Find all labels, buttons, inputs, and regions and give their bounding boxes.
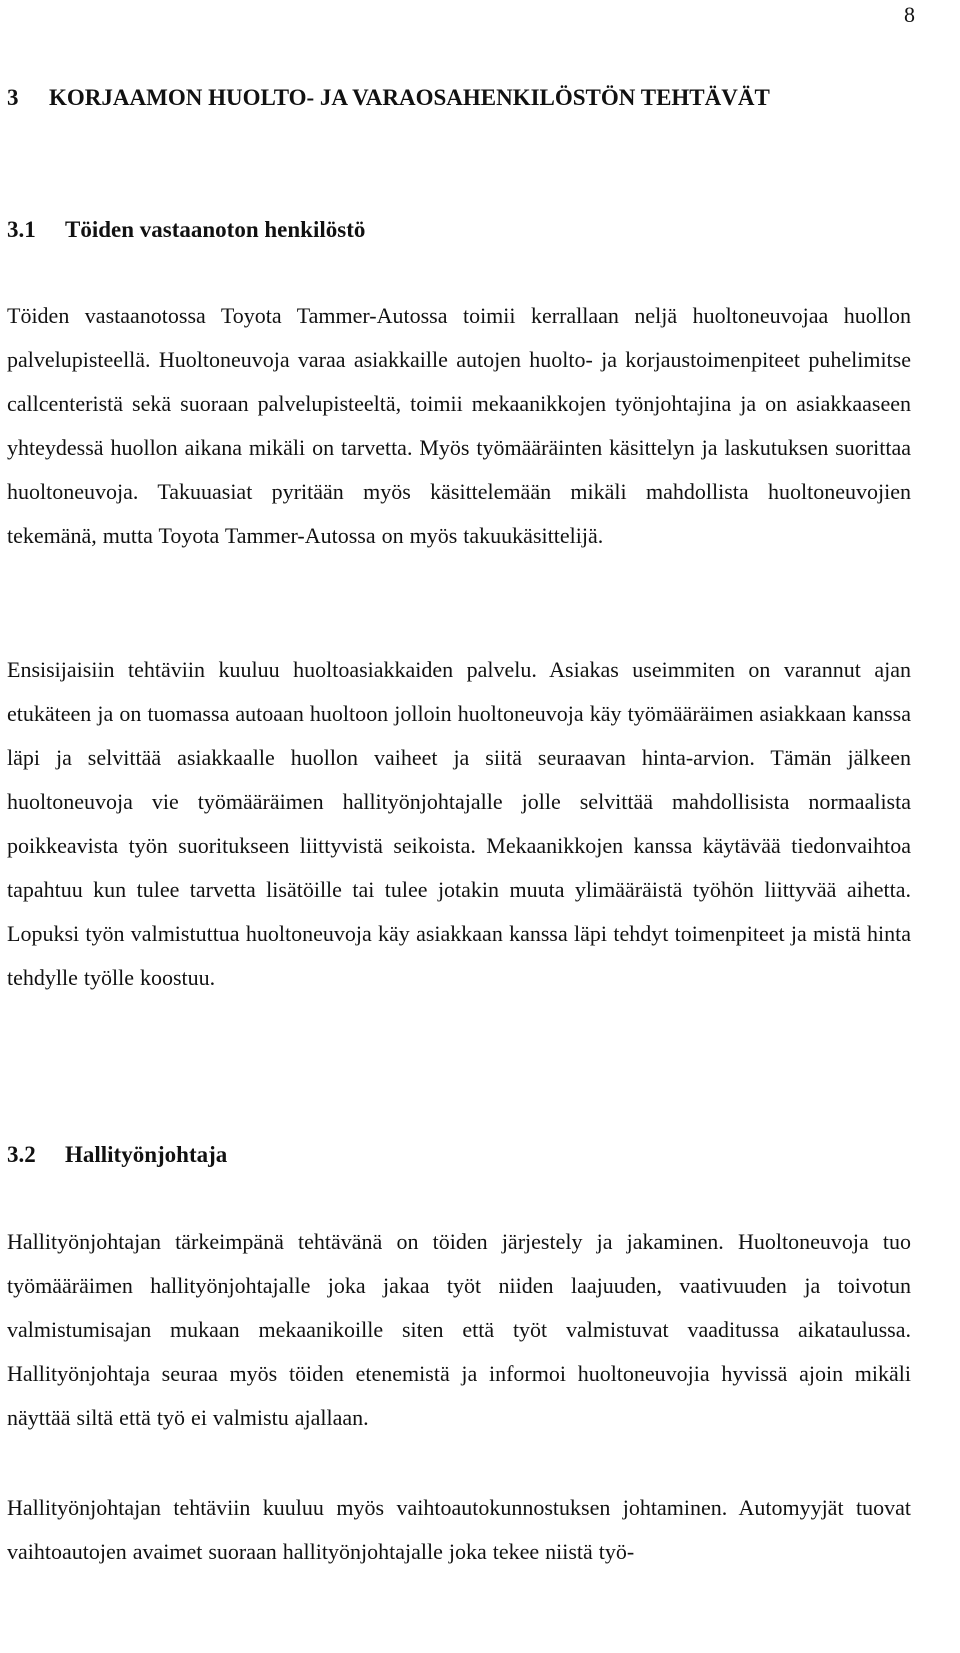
paragraph: Ensisijaisiin tehtäviin kuuluu huoltoasiakkaiden palvelu. Asiakas useimmiten on varannut ajan etukäteen ja on tuomassa autoaan huoltoon jolloin huoltoneuvoja käy työmääräimen asiakkaan kanssa läpi ja selvittää asiakkaalle huollon vaiheet ja siitä seuraavan hinta-arvion. Tämän jälkeen huoltoneuvoja vie työmääräimen hallityönjohtajalle jolle selvittää mahdollisista normaalista poikkeavista työn suoritukseen liittyvistä seikoista. Mekaanikkojen kanssa käytävää tiedonvaihtoa tapahtuu kun tulee tarvetta lisätöille tai tulee jotakin muuta ylimääräistä työhön liittyvää aihetta. Lopuksi työn valmistuttua huoltoneuvoja käy asiakkaan kanssa läpi tehdyt toimenpiteet ja mistä hinta tehdylle työlle koostuu.	[7, 657, 911, 990]
chapter-number: 3	[7, 85, 19, 110]
section-heading-3-2	[7, 1141, 227, 1169]
paragraph: Töiden vastaanotossa Toyota Tammer-Autossa toimii kerrallaan neljä huoltoneuvojaa huollon palvelupisteellä. Huoltoneuvoja varaa asiakkaille autojen huolto- ja korjaustoimenpiteet puhelimitse callcenteristä sekä suoraan palvelupisteeltä, toimii mekaanikkojen työnjohtajina ja on asiakkaaseen yhteydessä huollon aikana mikäli on tarvetta. Myös työmääräinten käsittelyn ja laskutuksen suorittaa huoltoneuvoja. Takuuasiat pyritään myös käsittelemään mikäli mahdollista huoltoneuvojien tekemänä, mutta Toyota Tammer-Autossa on myös takuukäsittelijä.	[7, 303, 911, 548]
section-heading-3-1	[7, 216, 365, 244]
paragraph: Hallityönjohtajan tärkeimpänä tehtävänä on töiden järjestely ja jakaminen. Huoltoneuvoja tuo työmääräimen hallityönjohtajalle joka jakaa työt niiden laajuuden, vaativuuden ja toivotun valmistumisajan mukaan mekaanikoille siten että työt valmistuvat vaaditussa aikataulussa. Hallityönjohtaja seuraa myös töiden etenemistä ja informoi huoltoneuvojia hyvissä ajoin mikäli näyttää siltä että työ ei valmistu ajallaan.	[7, 1229, 911, 1430]
section-title: Töiden vastaanoton henkilöstö	[65, 217, 366, 242]
paragraph: Hallityönjohtajan tehtäviin kuuluu myös vaihtoautokunnostuksen johtaminen. Automyyjät tuovat vaihtoautojen avaimet suoraan hallityönjohtajalle joka tekee niistä työ-	[7, 1495, 911, 1564]
page-number: 8	[904, 2, 915, 27]
section-title: Hallityönjohtaja	[65, 1142, 228, 1167]
chapter-heading	[7, 84, 770, 112]
section-number: 3.1	[7, 217, 36, 242]
chapter-title: KORJAAMON HUOLTO- JA VARAOSAHENKILÖSTÖN TEHTÄVÄT	[49, 85, 770, 110]
section-number: 3.2	[7, 1142, 36, 1167]
